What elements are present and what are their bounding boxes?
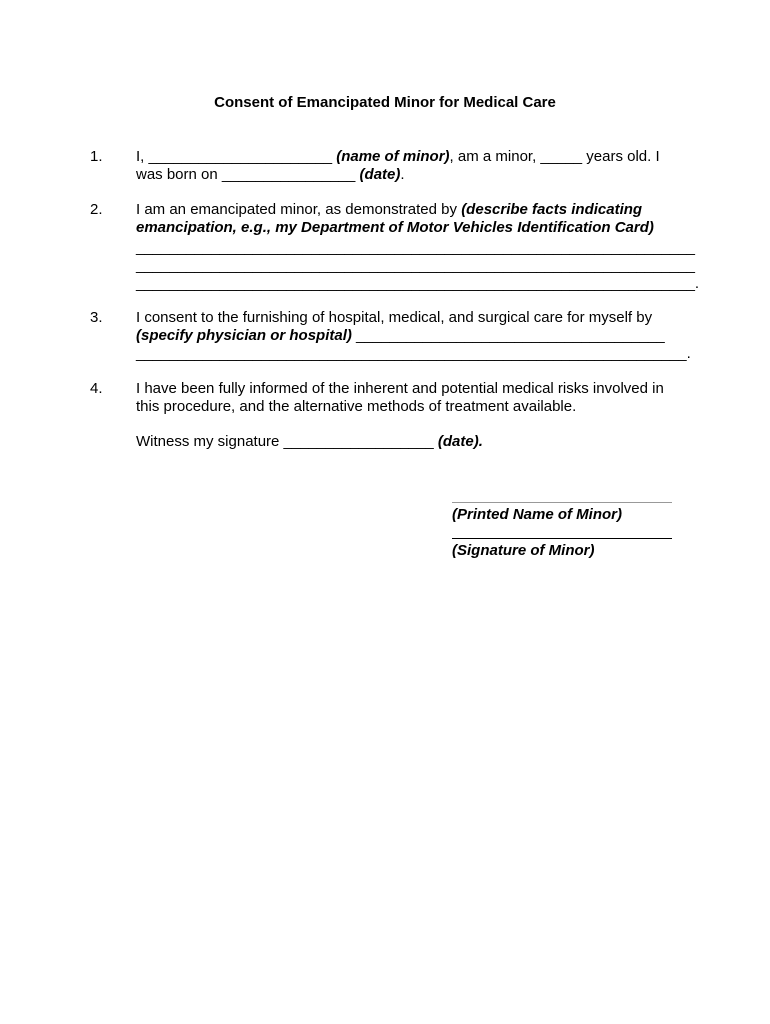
clause-1-segment: . [400,166,405,183]
printed-name-line[interactable] [452,502,672,503]
clause-4-body: I have been fully informed of the inherent and potential medical risks involved in this procedure, and the alternative methods of treatment available. [136,380,664,415]
signature-label: (Signature of Minor) [452,542,595,559]
document-title: Consent of Emancipated Minor for Medical Care [214,94,556,111]
witness-segment: . [478,433,483,450]
clause-2-intro: I am an emancipated minor, as demonstrated by [136,201,462,218]
clause-1-placeholder-name: (name of minor) [336,148,450,165]
clause-3-blank-line: __________________________________________________________________. [136,345,691,362]
clause-2-blank-line: ___________________________________________________________________. [136,275,700,292]
witness-segment: Witness my signature __________________ [136,433,438,450]
clause-2-placeholder: (describe facts indicating emancipation, e.g., my Department of Motor Vehicles Identification Card) [136,201,654,236]
signature-line[interactable] [452,538,672,539]
clause-3-text [136,309,691,363]
clause-2-text [136,201,700,293]
clause-1-segment: , am a minor, _____ years old. I [449,148,660,165]
clause-1-segment: I, ______________________ [136,148,337,165]
clause-2-number: 2. [90,201,103,218]
clause-4-number: 4. [90,380,103,397]
clause-4-text [136,380,681,451]
clause-3-segment: I consent to the furnishing of hospital, medical, and surgical care for myself by [136,309,653,326]
signature-block [452,538,672,560]
printed-name-label: (Printed Name of Minor) [452,506,623,523]
printed-name-block [452,502,672,524]
clause-3-number: 3. [90,309,103,326]
clause-2-blank-line: ___________________________________________________________________ [136,257,695,274]
clause-1-number: 1. [90,148,103,165]
clause-1-placeholder-date: (date) [359,166,401,183]
clause-1-segment: was born on ________________ [136,166,360,183]
witness-line [136,433,681,451]
clause-1-text [136,148,681,184]
clause-3-placeholder: (specify physician or hospital) [136,327,352,344]
witness-placeholder-date: (date) [437,433,479,450]
clause-2-blank-line: ___________________________________________________________________ [136,239,695,256]
clause-3-segment: _____________________________________ [351,327,665,344]
